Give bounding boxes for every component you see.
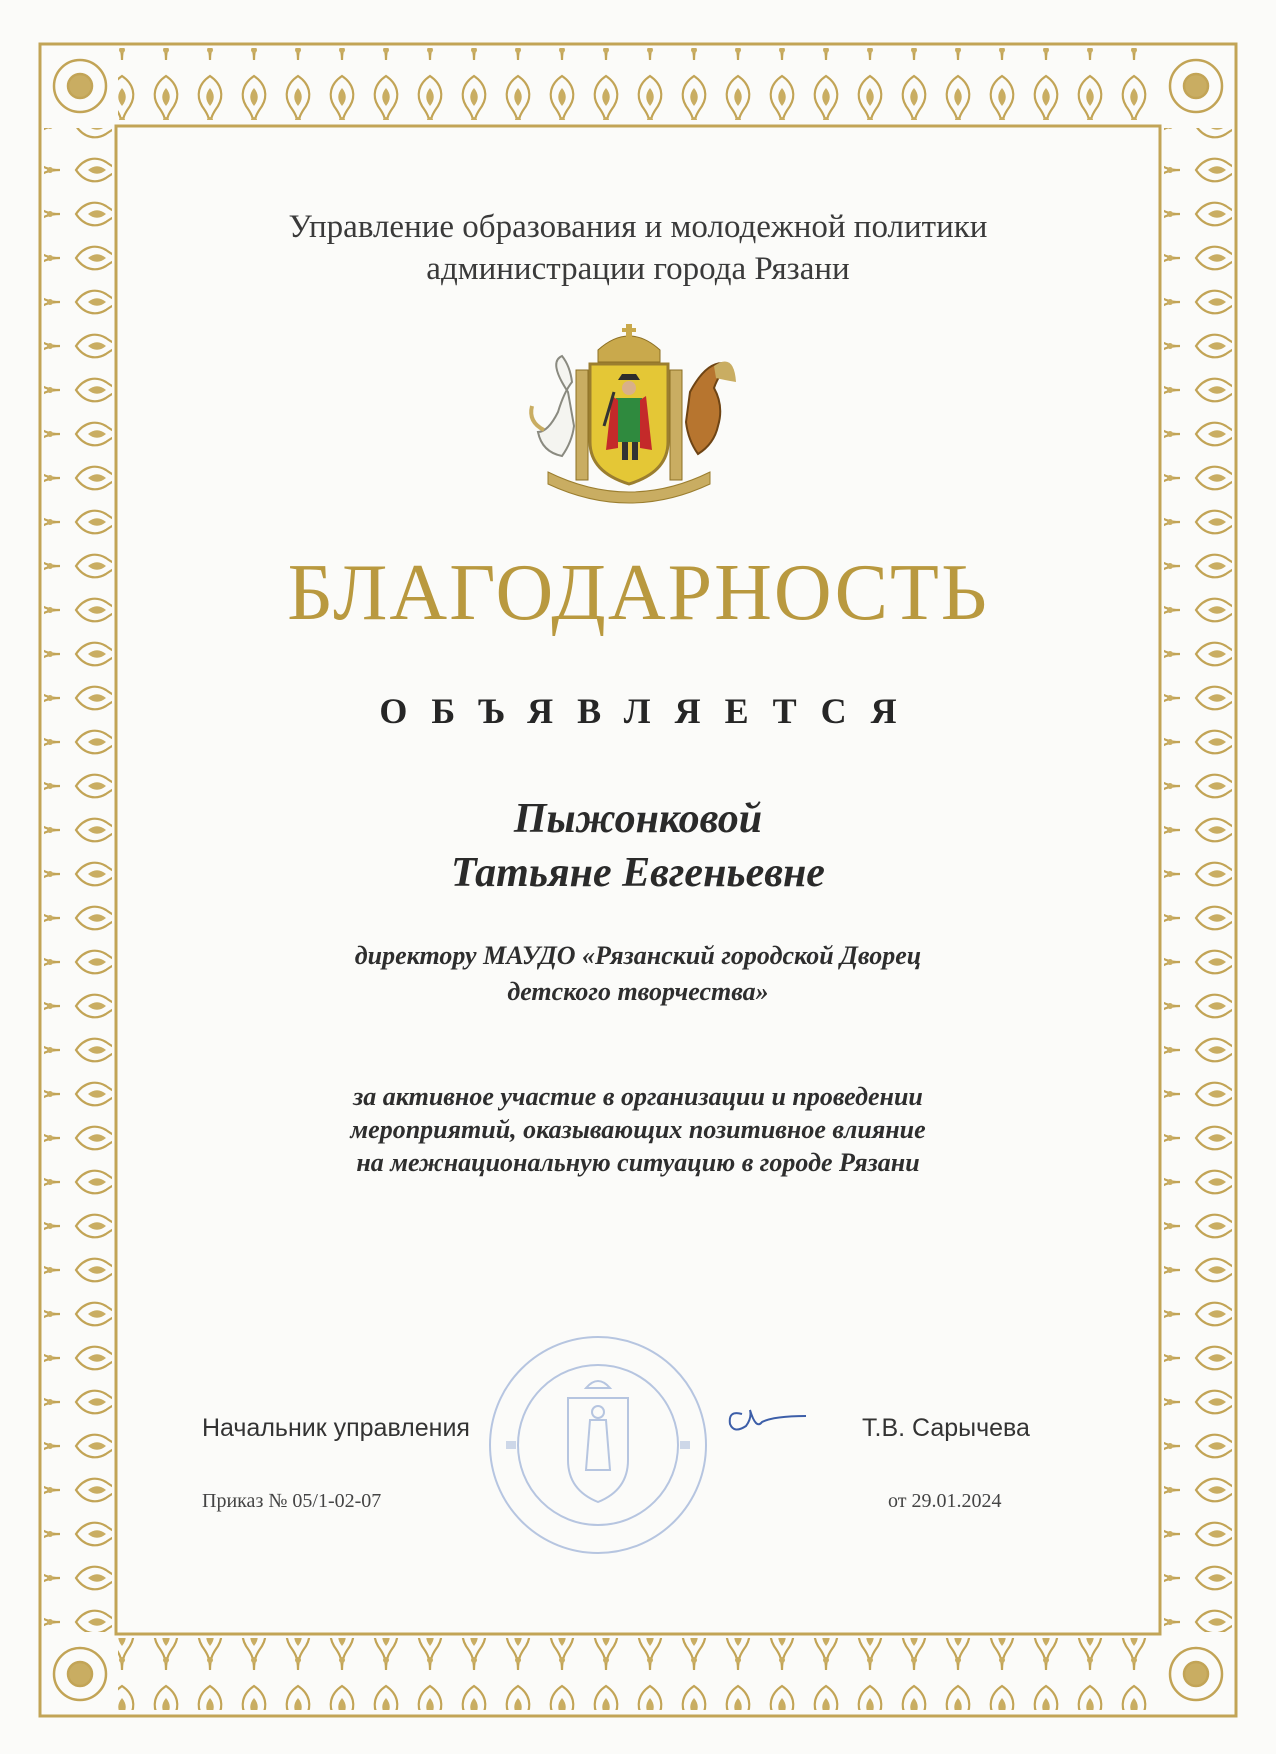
- signatory-name: Т.В. Сарычева: [862, 1414, 1030, 1442]
- recipient-name: [0, 792, 1276, 900]
- issuer-header: [0, 206, 1276, 290]
- reason-line-1: за активное участие в организации и проведении: [353, 1082, 923, 1111]
- official-round-stamp-icon: [486, 1330, 710, 1560]
- document-title: БЛАГОДАРНОСТЬ: [287, 549, 989, 637]
- announcement-line: ОБЪЯВЛЯЕТСЯ: [379, 691, 921, 731]
- issuer-line-1: Управление образования и молодежной политики: [288, 209, 988, 245]
- ryazan-coat-of-arms-icon: [518, 322, 740, 516]
- position-line-2: детского творчества»: [507, 977, 769, 1006]
- signatory-role: Начальник управления: [202, 1414, 470, 1442]
- handwritten-signature-icon: [722, 1396, 810, 1442]
- order-date: от 29.01.2024: [888, 1490, 1002, 1512]
- recipient-position: [0, 938, 1276, 1010]
- position-line-1: директору МАУДО «Рязанский городской Дворец: [354, 941, 922, 970]
- reason-line-2: мероприятий, оказывающих позитивное влияние: [350, 1115, 926, 1144]
- reason-line-3: на межнациональную ситуацию в городе Рязани: [356, 1148, 920, 1177]
- award-reason: [0, 1080, 1276, 1179]
- order-number: Приказ № 05/1-02-07: [202, 1490, 382, 1512]
- recipient-surname: Пыжонковой: [513, 796, 763, 842]
- issuer-line-2: администрации города Рязани: [426, 251, 850, 287]
- recipient-given-names: Татьяне Евгеньевне: [451, 850, 825, 896]
